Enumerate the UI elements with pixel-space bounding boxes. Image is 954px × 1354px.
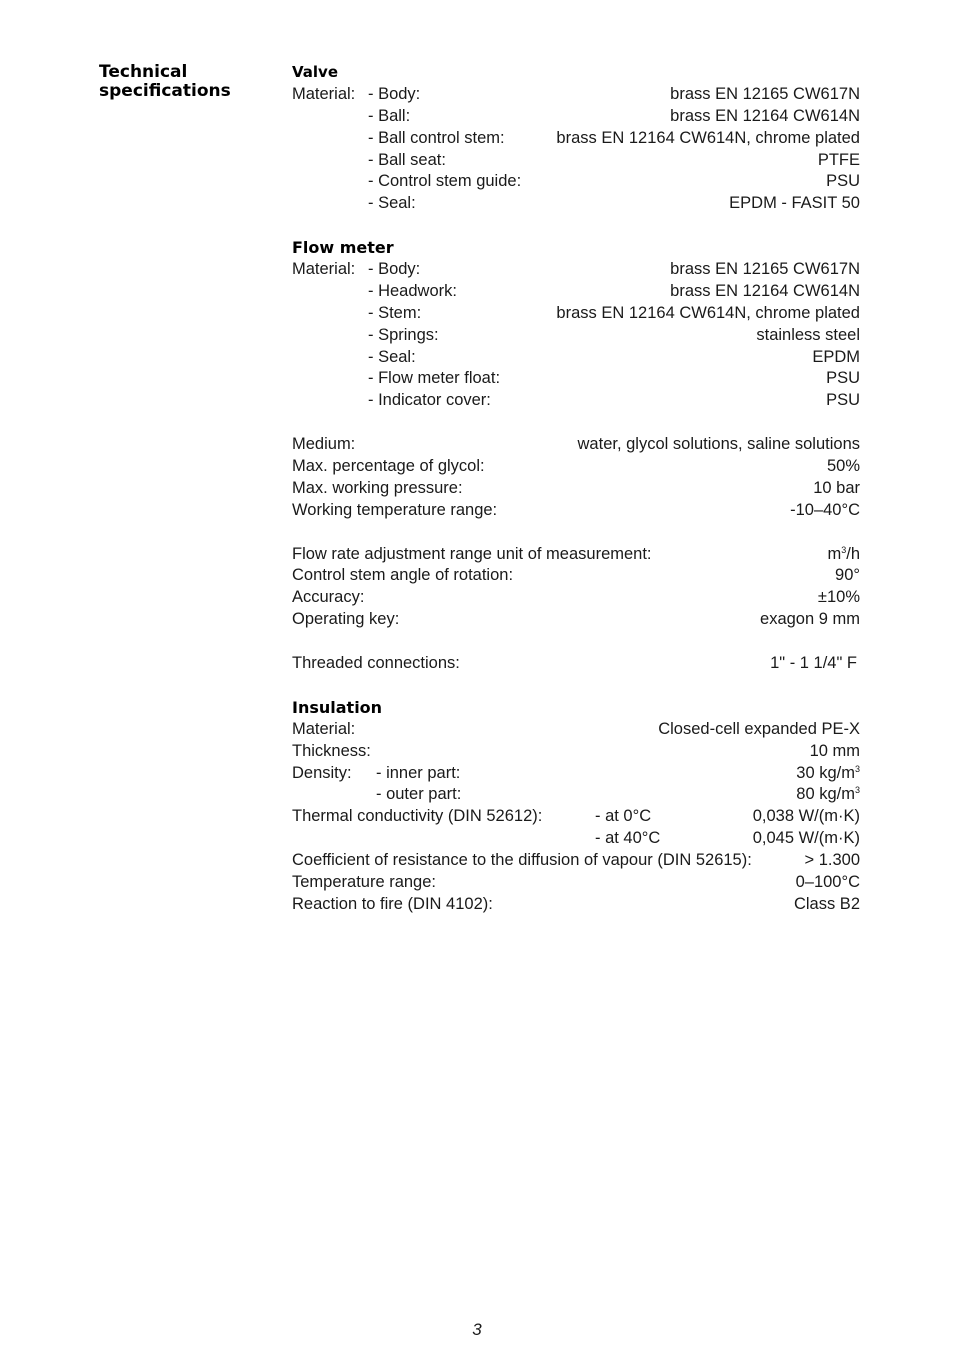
material-label: Material: xyxy=(292,84,356,103)
spec-value: 0–100°C xyxy=(795,872,860,891)
page-number: 3 xyxy=(472,1320,482,1339)
spec-label: Max. working pressure: xyxy=(292,478,463,497)
spec-label: Max. percentage of glycol: xyxy=(292,457,485,476)
spec-row xyxy=(292,193,860,215)
spec-value: 30 $kg/m^3$ xyxy=(796,763,860,782)
spec-row xyxy=(292,850,860,872)
spec-label: Flow rate adjustment range unit of measurement: xyxy=(292,544,652,563)
part-value: PTFE xyxy=(817,150,860,169)
spec-label: Reaction to fire (DIN 4102): xyxy=(292,894,493,913)
spec-row xyxy=(292,872,860,894)
part-value: brass EN 12164 CW614N xyxy=(670,106,860,125)
spec-value: 50% xyxy=(826,457,860,476)
part-label: - Ball: xyxy=(368,106,411,125)
part-label: - Body: xyxy=(368,84,421,103)
spec-value: water, glycol solutions, saline solutions xyxy=(577,435,860,454)
part-value: PSU xyxy=(826,369,860,388)
spec-value: > 1.300 xyxy=(804,851,860,870)
part-value: brass EN 12164 CW614N xyxy=(670,281,860,300)
spec-row xyxy=(292,806,860,828)
part-label: - Headwork: xyxy=(368,281,457,300)
part-label: - Indicator cover: xyxy=(368,391,491,410)
spec-row xyxy=(292,150,860,172)
spec-row xyxy=(292,281,860,303)
spec-label: Working temperature range: xyxy=(292,500,498,519)
spec-value: -10–40°C xyxy=(790,500,860,519)
spec-row xyxy=(292,478,860,500)
spec-value: Closed-cell expanded PE-X xyxy=(658,719,860,738)
spec-row xyxy=(292,784,860,806)
spec-value: exagon 9 mm xyxy=(760,610,860,629)
spec-row xyxy=(292,719,860,741)
spec-label: Threaded connections: xyxy=(292,654,460,673)
spec-label: Accuracy: xyxy=(292,588,365,607)
spec-row xyxy=(292,500,860,522)
part-label: - inner part: xyxy=(376,763,461,782)
part-value: brass EN 12164 CW614N, chrome plated xyxy=(556,128,860,147)
spec-value: 90° xyxy=(835,566,860,585)
part-value: PSU xyxy=(826,172,860,191)
spec-label: Medium: xyxy=(292,435,356,454)
specifications xyxy=(292,62,860,916)
spec-value: 10 mm xyxy=(809,741,860,760)
part-value: stainless steel xyxy=(756,325,860,344)
spec-value: 10 bar xyxy=(813,478,860,497)
spec-row xyxy=(292,84,860,106)
spec-value: Class B2 xyxy=(793,894,860,913)
part-value: EPDM xyxy=(812,347,860,366)
spec-row xyxy=(292,347,860,369)
spec-row xyxy=(292,763,860,785)
spec-value: $m^3/h$ xyxy=(827,544,860,563)
spec-value: ±10% xyxy=(817,588,860,607)
spec-row xyxy=(292,106,860,128)
part-label: - Control stem guide: xyxy=(368,172,522,191)
section-title: Technical specifications xyxy=(99,62,231,101)
spec-label: Control stem angle of rotation: xyxy=(292,566,514,585)
spec-row xyxy=(292,587,860,609)
part-label: - Stem: xyxy=(368,303,422,322)
spec-row xyxy=(292,456,860,478)
spec-row xyxy=(292,894,860,916)
spec-row xyxy=(292,171,860,193)
spec-row xyxy=(292,565,860,587)
spec-row xyxy=(292,434,860,456)
spec-row xyxy=(292,368,860,390)
part-label: - at 40°C xyxy=(595,829,661,848)
part-label: - Flow meter float: xyxy=(368,369,501,388)
spec-label: Thermal conductivity (DIN 52612): xyxy=(292,807,543,826)
material-label: Material: xyxy=(292,260,356,279)
spec-row xyxy=(292,544,860,566)
spec-row xyxy=(292,128,860,150)
part-value: brass EN 12165 CW617N xyxy=(670,260,860,279)
spec-value: 80 $kg/m^3$ xyxy=(796,785,860,804)
part-label: - Ball seat: xyxy=(368,150,446,169)
part-value: EPDM - FASIT 50 xyxy=(729,194,860,213)
spec-label: Material: xyxy=(292,719,356,738)
part-label: - at 0°C xyxy=(595,807,652,826)
spec-value: 0,038 W/(m·K) xyxy=(752,807,860,826)
part-value: PSU xyxy=(826,391,860,410)
spec-row xyxy=(292,741,860,763)
part-label: - Body: xyxy=(368,260,421,279)
part-label: - Ball control stem: xyxy=(368,128,505,147)
part-label: - outer part: xyxy=(376,785,462,804)
spec-label: Thickness: xyxy=(292,741,371,760)
spec-row xyxy=(292,303,860,325)
spec-label: Temperature range: xyxy=(292,872,436,891)
spec-row xyxy=(292,325,860,347)
part-value: brass EN 12164 CW614N, chrome plated xyxy=(556,303,860,322)
spec-label: Operating key: xyxy=(292,610,400,629)
part-label: - Seal: xyxy=(368,194,416,213)
spec-value: 1" - 1 1/4" F xyxy=(770,654,857,673)
flow-meter-heading: Flow meter xyxy=(292,238,394,258)
part-label: - Springs: xyxy=(368,325,439,344)
valve-heading: Valve xyxy=(292,63,339,81)
spec-label: Coefficient of resistance to the diffusion of vapour (DIN 52615): xyxy=(292,851,752,870)
spec-row xyxy=(292,609,860,631)
spec-value: 0,045 W/(m·K) xyxy=(752,829,860,848)
part-value: brass EN 12165 CW617N xyxy=(670,84,860,103)
part-label: - Seal: xyxy=(368,347,416,366)
spec-row xyxy=(292,653,860,675)
spec-row xyxy=(292,390,860,412)
insulation-heading: Insulation xyxy=(292,697,383,717)
spec-label: Density: xyxy=(292,763,352,782)
spec-row xyxy=(292,259,860,281)
spec-row xyxy=(292,828,860,850)
